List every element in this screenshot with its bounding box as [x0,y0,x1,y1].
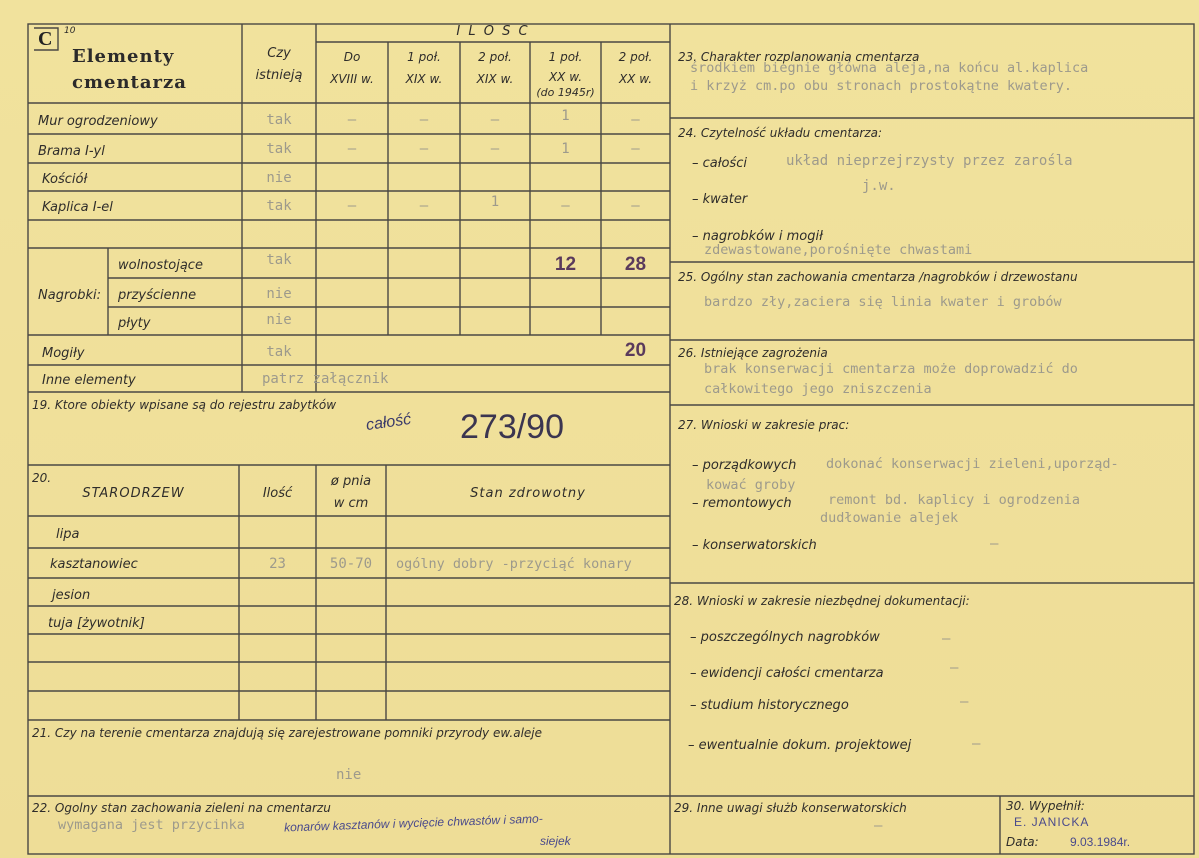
q28-item-label: – poszczególnych nagrobków [690,630,880,645]
nagrobki-label: Nagrobki: [38,288,102,303]
q30-date: 9.03.1984r. [1070,835,1131,849]
q28-item-label: – ewentualnie dokum. projektowej [688,738,912,753]
q27-rem-label: – remontowych [692,496,792,511]
element-value: – [490,141,500,157]
q20-col-state: Stan zdrowotny [470,486,586,501]
q23-label: 23. Charakter rozplanowania cmentarza [678,50,920,64]
q29-label: 29. Inne uwagi służb konserwatorskich [674,801,907,815]
tree-name: jesion [52,588,91,603]
col5-header-1: 2 poł. [618,50,653,64]
element-exists: nie [266,170,292,186]
title-line1: Elementy [72,46,175,67]
q24-nagrobkow-value: zdewastowane,porośnięte chwastami [704,242,973,258]
q19-hand-calosc: całość [364,410,413,435]
nagrobki-exists: tak [266,252,292,268]
section-letter: C [38,28,53,50]
q24-calosci-label: – całości [692,156,747,171]
element-label: Kościół [42,172,88,187]
col3-header-1: 2 poł. [478,50,512,64]
q19-label: 19. Ktore obiekty wpisane są do rejestru zabytków [32,398,337,412]
nagrobki-type-label: przyścienne [118,288,197,303]
title-line2: cmentarza [72,72,187,93]
q30-date-label: Data: [1006,835,1039,849]
q22-hand-2: siejek [540,834,571,848]
q23-line2: i krzyż cm.po obu stronach prostokątne kwatery. [690,78,1073,94]
tree-name: lipa [56,527,80,542]
element-value: – [631,112,640,128]
q30-name: E. JANICKA [1014,815,1090,829]
q24-label: 24. Czytelność układu cmentarza: [678,126,883,140]
q27-porz-label: – porządkowych [692,458,797,473]
element-value: – [490,112,500,128]
q20-col-qty: Ilość [262,486,293,501]
q27-rem-value1: remont bd. kaplicy i ogrodzenia [828,492,1080,508]
q27-rem-value2: dudłowanie alejek [820,510,959,526]
element-value: – [561,198,570,214]
q29-value: – [874,818,883,834]
q27-kons-value: – [990,536,999,552]
q24-nagrobkow-label: – nagrobków i mogił [692,229,823,244]
col4-header-3: (do 1945r) [536,86,595,99]
tree-diameter: 50-70 [329,556,373,572]
col3-header-2: XIX w. [476,72,514,86]
tree-name: tuja [żywotnik] [48,616,145,631]
mogily-exists: tak [266,344,292,360]
mogily-label: Mogiły [42,346,85,361]
element-value: – [419,112,429,128]
col1-header-2: XVIII w. [330,72,374,86]
section-index: 10 [64,26,76,36]
q21-label: 21. Czy na terenie cmentarza znajdują się zarejestrowane pomniki przyrody ew.aleje [32,726,543,740]
q24-calosci-value: układ nieprzejrzysty przez zarośla [786,153,1073,169]
col4-header-1: 1 poł. [548,50,583,64]
mogily-count: 20 [624,340,647,361]
q30-label: 30. Wypełnił: [1006,799,1085,813]
q28-item-label: – ewidencji całości cmentarza [690,666,884,681]
q28-label: 28. Wnioski w zakresie niezbędnej dokumentacji: [674,594,970,608]
q28-item-value: – [950,660,959,676]
nagrobki-type-label: płyty [118,316,151,331]
exists-header-2: istnieją [255,68,303,83]
q20-col-name: STARODRZEW [82,486,185,501]
q21-answer: nie [336,767,362,783]
q22-typed: wymagana jest przycinka [58,817,245,833]
q20-number: 20. [32,471,52,485]
element-value: – [419,198,429,214]
q23-line1: środkiem biegnie główna aleja,na końcu al.kaplica [690,60,1089,76]
element-value: – [347,112,357,128]
element-value: 1 [561,141,570,157]
element-value: – [419,141,429,157]
nagrobki-type-label: wolnostojące [118,258,203,273]
element-value: – [347,141,357,157]
tree-name: kasztanowiec [50,557,138,572]
q24-kwater-label: – kwater [692,192,748,207]
nagrobki-count: 28 [624,254,647,275]
element-exists: tak [266,112,292,128]
element-value: – [631,141,640,157]
q20-col-diam-2: w cm [333,496,369,511]
col2-header-1: 1 poł. [407,50,441,64]
element-value: 1 [490,194,500,210]
nagrobki-exists: nie [266,312,292,328]
q28-item-value: – [972,736,981,752]
element-value: 1 [561,108,570,124]
q28-item-value: – [942,631,951,647]
q19-register-number: 273/90 [460,408,564,446]
q22-label: 22. Ogolny stan zachowania zieleni na cmentarzu [32,801,331,815]
nagrobki-exists: nie [266,286,292,302]
q24-kwater-value: j.w. [862,178,896,194]
tree-state: ogólny dobry -przyciąć konary [396,556,632,572]
q28-item-label: – studium historycznego [690,698,849,713]
ilosc-header: I L O S C [456,24,530,39]
q27-label: 27. Wnioski w zakresie prac: [678,418,850,432]
q27-kons-label: – konserwatorskich [692,538,817,553]
q28-item-value: – [960,694,969,710]
element-value: – [347,198,357,214]
col2-header-2: XIX w. [405,72,443,86]
element-exists: tak [266,198,292,214]
q26-label: 26. Istniejące zagrożenia [678,346,828,360]
element-value: – [631,198,640,214]
q25-value: bardzo zły,zaciera się linia kwater i grobów [704,294,1062,310]
q20-col-diam-1: ø pnia [330,474,372,489]
q26-line2: całkowitego jego zniszczenia [704,381,932,397]
element-label: Kaplica I-el [42,200,113,215]
q27-porz-value1: dokonać konserwacji zieleni,uporząd- [826,456,1119,472]
col5-header-2: XX w. [618,72,653,86]
q27-porz-value2: kować groby [706,477,796,493]
q26-line1: brak konserwacji cmentarza może doprowadzić do [704,361,1078,377]
inne-label: Inne elementy [42,373,136,388]
nagrobki-count: 12 [554,254,577,275]
col4-header-2: XX w. [548,70,583,84]
q25-label: 25. Ogólny stan zachowania cmentarza /nagrobków i drzewostanu [678,270,1078,284]
element-label: Brama I-yl [38,144,105,159]
q22-hand: konarów kasztanów i wycięcie chwastów i samo- [283,811,543,835]
exists-header-1: Czy [267,46,291,61]
col1-header-1: Do [343,50,361,64]
inne-value: patrz załącznik [262,371,389,387]
tree-qty: 23 [269,556,286,572]
element-label: Mur ogrodzeniowy [38,114,158,129]
element-exists: tak [266,141,292,157]
